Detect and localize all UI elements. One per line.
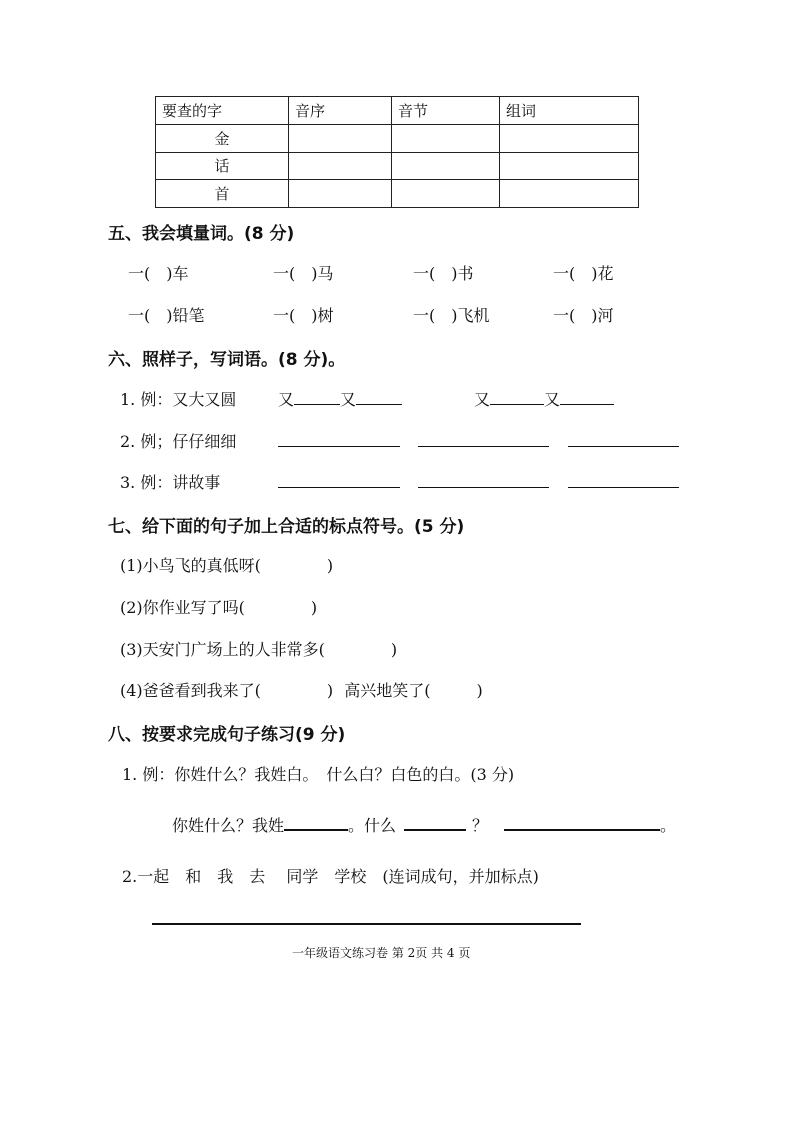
answer-line[interactable]: [418, 446, 549, 447]
table-cell-blank[interactable]: [392, 180, 500, 208]
measure-word-item[interactable]: 一( )铅笔: [128, 306, 205, 325]
measure-word-item[interactable]: 一( )马: [273, 264, 334, 283]
punctuation-item[interactable]: (2)你作业写了吗( ): [120, 598, 318, 617]
table-row: [156, 152, 639, 180]
example-label: 1. 例：你姓什么？我姓白。 什么白？白色的白。(3 分): [122, 765, 515, 784]
table-cell-blank[interactable]: [289, 180, 392, 208]
table-cell-blank[interactable]: [289, 152, 392, 180]
answer-blank[interactable]: [356, 390, 402, 405]
table-cell-char: 首: [156, 180, 289, 208]
measure-word-item[interactable]: 一( )飞机: [413, 306, 490, 325]
answer-line[interactable]: [278, 487, 400, 488]
section-6-title: 六、照样子，写词语。(8 分)。: [108, 350, 346, 370]
table-cell-blank[interactable]: [500, 152, 639, 180]
table-cell-blank[interactable]: [500, 180, 639, 208]
answer-blank[interactable]: [490, 390, 544, 405]
answer-line[interactable]: [418, 487, 549, 488]
punctuation-item[interactable]: (4)爸爸看到我来了( ) 高兴地笑了( ): [120, 681, 483, 700]
measure-word-item[interactable]: 一( )树: [273, 306, 334, 325]
table-header: 要查的字: [156, 97, 289, 125]
measure-word-item[interactable]: 一( )河: [553, 306, 614, 325]
section-8-title: 八、按要求完成句子练习(9 分): [108, 725, 346, 745]
table-header: 音序: [289, 97, 392, 125]
table-cell-blank[interactable]: [392, 124, 500, 152]
table-row: [156, 180, 639, 208]
example-label: 3. 例：讲故事: [120, 473, 221, 492]
section-7-title: 七、给下面的句子加上合适的标点符号。(5 分): [108, 517, 465, 537]
table-header-row: [156, 97, 639, 125]
word-order-question: 2.一起 和 我 去 同学 学校 (连词成句，并加标点): [122, 867, 539, 886]
page-footer: 一年级语文练习卷 第 2页 共 4 页: [292, 946, 471, 960]
table-cell-blank[interactable]: [500, 124, 639, 152]
pattern-answer-2[interactable]: 又 又: [474, 387, 614, 410]
measure-word-item[interactable]: 一( )花: [553, 264, 614, 283]
section-5-title: 五、我会填量词。(8 分): [108, 224, 295, 244]
answer-line[interactable]: [278, 446, 400, 447]
table-cell-blank[interactable]: [392, 152, 500, 180]
answer-blank[interactable]: [284, 815, 348, 831]
example-label: 2. 例；仔仔细细: [120, 432, 237, 451]
pattern-answer-1[interactable]: 又 又: [278, 387, 402, 410]
table-header: 组词: [500, 97, 639, 125]
table-cell-char: 话: [156, 152, 289, 180]
measure-word-item[interactable]: 一( )车: [128, 264, 189, 283]
answer-line[interactable]: [568, 446, 679, 447]
measure-word-item[interactable]: 一( )书: [413, 264, 474, 283]
answer-blank[interactable]: [560, 390, 614, 405]
lookup-table: [155, 96, 639, 208]
answer-line[interactable]: [152, 923, 581, 925]
sentence-answer-row[interactable]: 你姓什么？我姓 。什么 ？ 。: [172, 816, 677, 835]
answer-line[interactable]: [568, 487, 679, 488]
answer-blank[interactable]: [504, 815, 660, 831]
table-cell-blank[interactable]: [289, 124, 392, 152]
table-row: [156, 124, 639, 152]
example-label: 1. 例：又大又圆: [120, 390, 237, 409]
answer-blank[interactable]: [294, 390, 340, 405]
table-header: 音节: [392, 97, 500, 125]
punctuation-item[interactable]: (3)天安门广场上的人非常多( ): [120, 640, 398, 659]
answer-blank[interactable]: [404, 815, 466, 831]
table-cell-char: 金: [156, 124, 289, 152]
punctuation-item[interactable]: (1)小鸟飞的真低呀( ): [120, 556, 334, 575]
